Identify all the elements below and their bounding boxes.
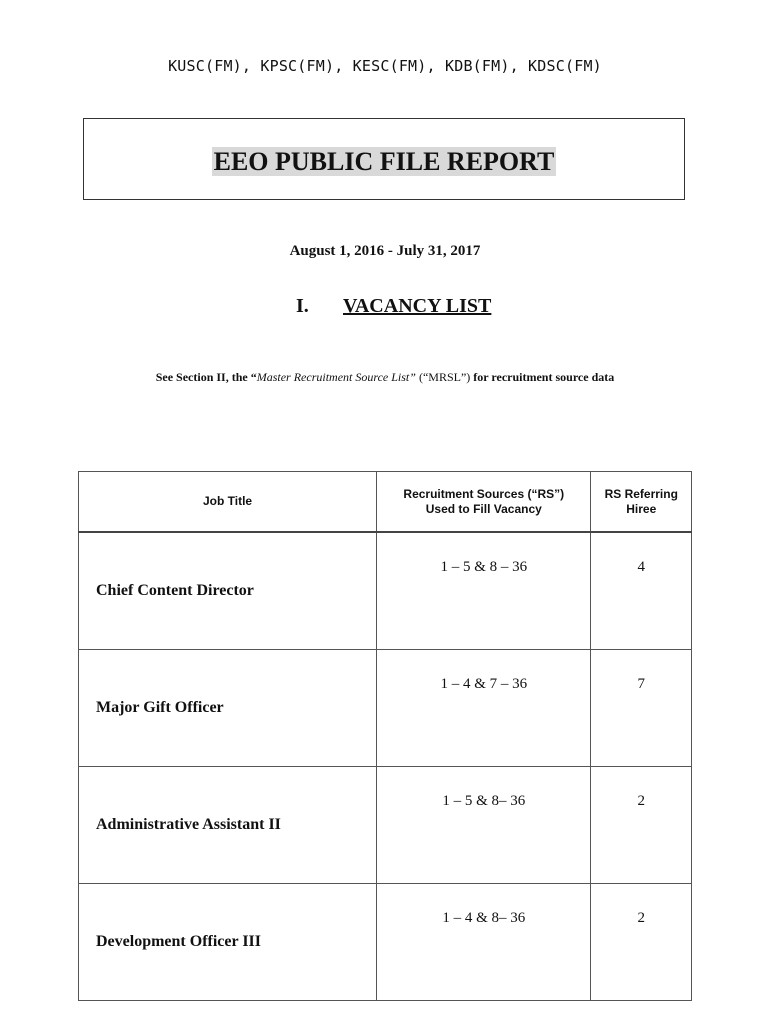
table-row xyxy=(79,884,692,1001)
sources-cell: 1 – 4 & 8– 36 xyxy=(377,884,591,1001)
section-number: I. xyxy=(296,295,309,317)
job-title-cell: Major Gift Officer xyxy=(79,650,377,767)
mrsl-note xyxy=(0,370,770,385)
header-sources-line2: Used to Fill Vacancy xyxy=(425,501,542,516)
job-title-cell: Administrative Assistant II xyxy=(79,767,377,884)
section-title: VACANCY LIST xyxy=(343,295,492,317)
note-prefix: See Section II, the “ xyxy=(155,370,257,384)
report-title-box xyxy=(83,118,685,200)
header-referring-line1: RS Referring xyxy=(604,486,678,501)
header-rs-referring xyxy=(591,472,692,533)
sources-cell: 1 – 5 & 8 – 36 xyxy=(377,532,591,650)
table-row xyxy=(79,532,692,650)
sources-cell: 1 – 5 & 8– 36 xyxy=(377,767,591,884)
referring-cell: 2 xyxy=(591,884,692,1001)
job-title-cell: Development Officer III xyxy=(79,884,377,1001)
header-job-title-label: Job Title xyxy=(202,494,253,508)
vacancy-table xyxy=(78,471,692,1001)
report-title xyxy=(84,147,684,177)
station-call-signs: KUSC(FM), KPSC(FM), KESC(FM), KDB(FM), KDSC(FM) xyxy=(168,57,602,75)
referring-cell: 4 xyxy=(591,532,692,650)
sources-cell: 1 – 4 & 7 – 36 xyxy=(377,650,591,767)
header-recruitment-sources xyxy=(377,472,591,533)
note-emphasis: Master Recruitment Source List” xyxy=(256,370,416,384)
header-job-title xyxy=(79,472,377,533)
header-sources-line1: Recruitment Sources (“RS”) xyxy=(403,486,565,501)
report-title-text: EEO PUBLIC FILE REPORT xyxy=(213,147,555,176)
table-row xyxy=(79,650,692,767)
referring-cell: 7 xyxy=(591,650,692,767)
table-row xyxy=(79,767,692,884)
table-header-row xyxy=(79,472,692,533)
job-title-cell: Chief Content Director xyxy=(79,532,377,650)
note-suffix: for recruitment source data xyxy=(470,370,615,384)
header-referring-line2: Hiree xyxy=(626,501,657,516)
report-period: August 1, 2016 - July 31, 2017 xyxy=(289,243,481,259)
note-middle: (“MRSL”) xyxy=(415,370,471,384)
referring-cell: 2 xyxy=(591,767,692,884)
